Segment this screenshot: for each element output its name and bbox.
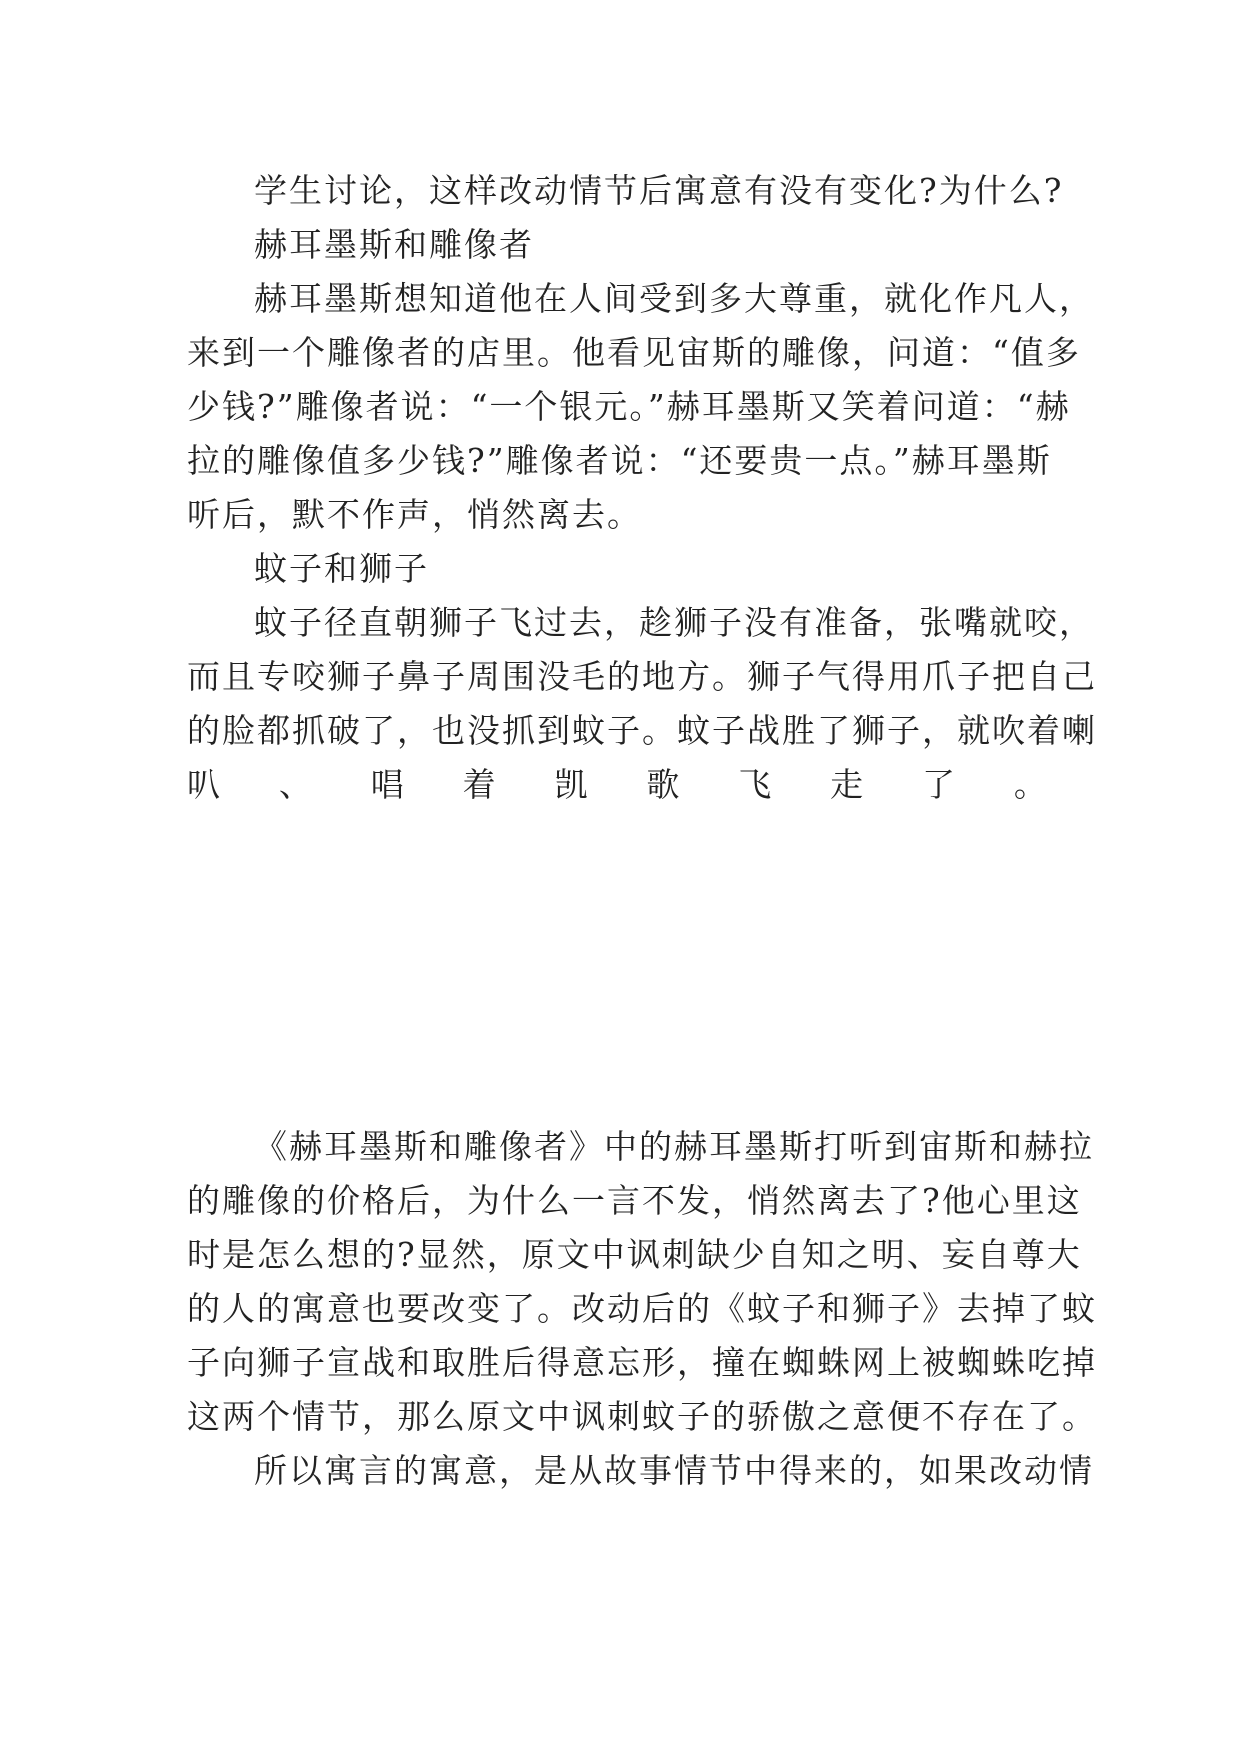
fable-title-hermes: 赫耳墨斯和雕像者 xyxy=(254,225,534,264)
paragraph-line: 这两个情节，那么原文中讽刺蚊子的骄傲之意便不存在了。 xyxy=(187,1397,1097,1436)
paragraph-line: 蚊子径直朝狮子飞过去，趁狮子没有准备，张嘴就咬， xyxy=(254,603,1094,642)
paragraph-line: 拉的雕像值多少钱?”雕像者说：“还要贵一点。”赫耳墨斯 xyxy=(187,441,1052,480)
char: 走 xyxy=(830,765,866,804)
char: 叭 xyxy=(187,765,222,804)
paragraph-line: 的人的寓意也要改变了。改动后的《蚊子和狮子》去掉了蚊 xyxy=(187,1289,1097,1328)
char: 唱 xyxy=(370,765,406,804)
paragraph-line: 子向狮子宣战和取胜后得意忘形，撞在蜘蛛网上被蜘蛛吃掉 xyxy=(187,1343,1097,1382)
paragraph-line: 的雕像的价格后，为什么一言不发，悄然离去了?他心里这 xyxy=(187,1181,1082,1220)
fable-title-mosquito: 蚊子和狮子 xyxy=(254,549,429,588)
paragraph-line: 的脸都抓破了，也没抓到蚊子。蚊子战胜了狮子，就吹着喇 xyxy=(187,711,1097,750)
justified-last-line xyxy=(187,758,1049,812)
char: 凯 xyxy=(554,765,590,804)
char: 、 xyxy=(278,765,314,804)
paragraph-line: 赫耳墨斯想知道他在人间受到多大尊重，就化作凡人， xyxy=(254,279,1094,318)
paragraph-line: 所以寓言的寓意，是从故事情节中得来的，如果改动情 xyxy=(254,1451,1094,1490)
paragraph-question: 学生讨论，这样改动情节后寓意有没有变化?为什么? xyxy=(254,171,1064,210)
char: 了 xyxy=(922,765,957,804)
char: 飞 xyxy=(738,765,774,804)
paragraph-line: 少钱?”雕像者说：“一个银元。”赫耳墨斯又笑着问道：“赫 xyxy=(187,387,1071,426)
paragraph-line: 时是怎么想的?显然，原文中讽刺缺少自知之明、妄自尊大 xyxy=(187,1235,1082,1274)
char: 歌 xyxy=(646,765,682,804)
paragraph-line: 听后，默不作声，悄然离去。 xyxy=(187,495,642,534)
char: 。 xyxy=(1013,765,1049,804)
paragraph-line: 而且专咬狮子鼻子周围没毛的地方。狮子气得用爪子把自己 xyxy=(187,657,1097,696)
char: 着 xyxy=(462,765,498,804)
paragraph-line: 《赫耳墨斯和雕像者》中的赫耳墨斯打听到宙斯和赫拉 xyxy=(254,1127,1094,1166)
paragraph-line: 来到一个雕像者的店里。他看见宙斯的雕像，问道：“值多 xyxy=(187,333,1081,372)
